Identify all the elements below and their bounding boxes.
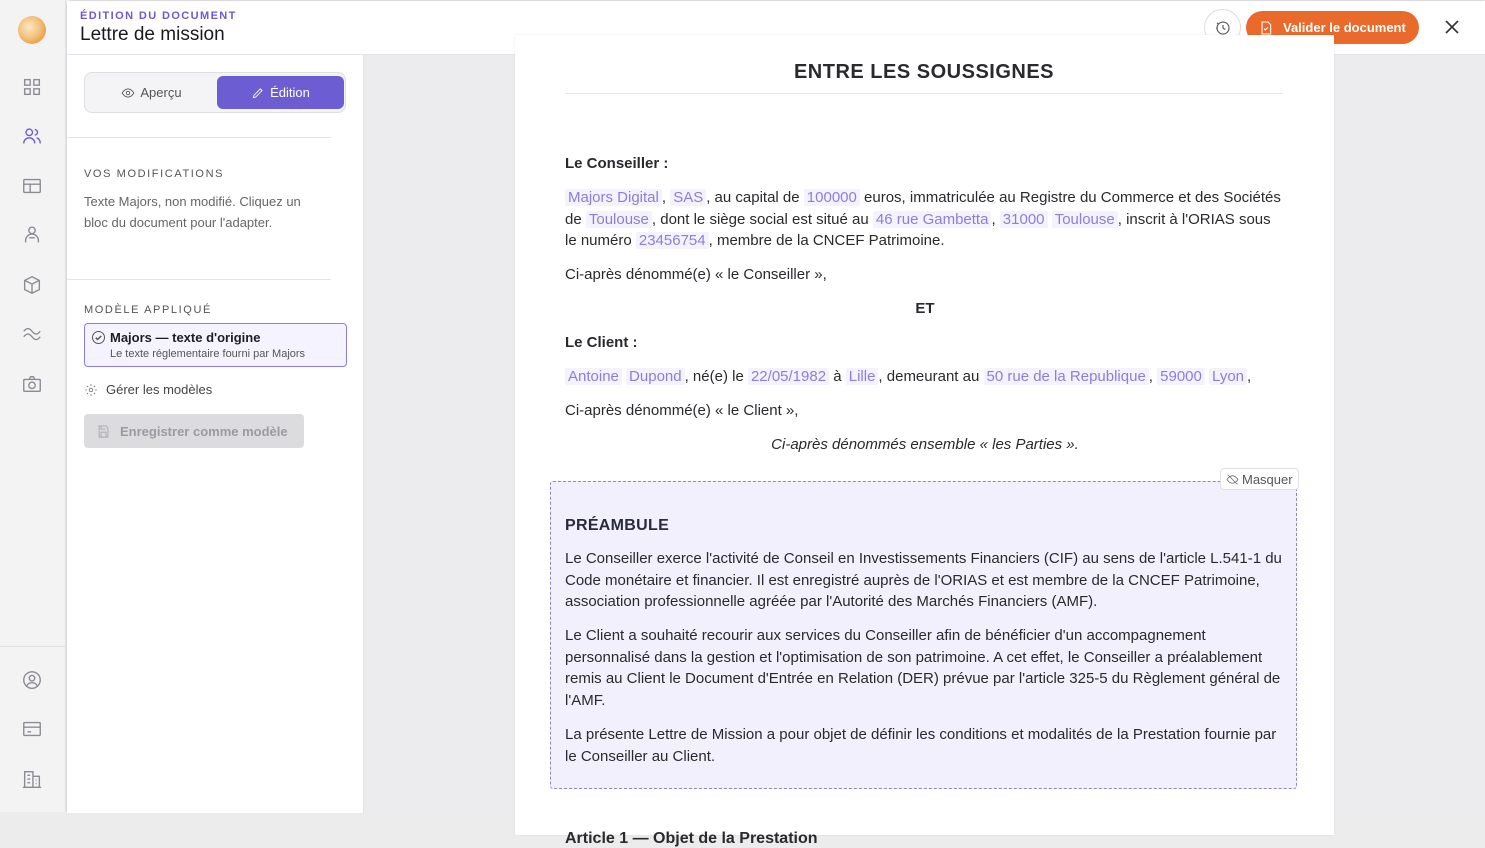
field-client-city[interactable]: Lyon bbox=[1209, 368, 1247, 385]
validate-label: Valider le document bbox=[1283, 20, 1406, 35]
manage-models-label: Gérer les modèles bbox=[106, 382, 213, 397]
nav-rail bbox=[0, 0, 66, 812]
save-template-label: Enregistrer comme modèle bbox=[120, 423, 288, 439]
person-icon[interactable] bbox=[21, 224, 43, 246]
camera-icon[interactable] bbox=[21, 373, 43, 395]
applied-model-card[interactable] bbox=[84, 323, 347, 367]
dashboard-icon[interactable] bbox=[21, 76, 43, 98]
card-icon[interactable] bbox=[21, 718, 43, 740]
view-mode-toggle bbox=[84, 72, 346, 113]
check-circle-icon bbox=[92, 331, 105, 344]
close-button[interactable] bbox=[1442, 17, 1462, 37]
side-panel bbox=[67, 55, 364, 813]
text: , membre de la CNCEF Patrimoine. bbox=[708, 232, 945, 249]
preamble-paragraph-1: Le Conseiller exerce l'activité de Conseil en Investissements Financiers (CIF) au sens de l'article L.541-1 du Code monétaire et financier. Il est enregistré auprès de l'ORIAS et est membre de la CNCEF Patrimoine, association professionnelle agréée par l'Autorité des Marchés Financiers (AMF). bbox=[565, 550, 1282, 610]
manage-models-link[interactable] bbox=[84, 382, 212, 397]
rail-divider bbox=[0, 646, 66, 647]
model-heading: MODÈLE APPLIQUÉ bbox=[84, 304, 212, 316]
conseiller-alias: Ci-après dénommé(e) « le Conseiller », bbox=[565, 266, 827, 283]
text: , inscrit à l'ORIAS sous le numéro bbox=[565, 210, 1271, 249]
eye-icon bbox=[121, 86, 135, 100]
close-icon bbox=[1442, 17, 1462, 37]
document-page bbox=[515, 35, 1334, 847]
et-separator: ET bbox=[915, 300, 935, 317]
preamble-paragraph-3: La présente Lettre de Mission a pour objet de définir les conditions et modalités de la Prestation fournie par le Conseiller au Client. bbox=[565, 726, 1277, 765]
save-icon bbox=[96, 424, 111, 439]
field-birthdate[interactable]: 22/05/1982 bbox=[748, 368, 829, 385]
field-lastname[interactable]: Dupond bbox=[626, 368, 685, 385]
tab-edit-label: Édition bbox=[270, 85, 310, 100]
field-orias[interactable]: 23456754 bbox=[636, 232, 709, 249]
client-alias: Ci-après dénommé(e) « le Client », bbox=[565, 402, 799, 419]
field-firstname[interactable]: Antoine bbox=[565, 368, 622, 385]
model-subtitle: Le texte réglementaire fourni par Majors bbox=[110, 348, 306, 360]
document-viewport[interactable] bbox=[364, 55, 1485, 847]
divider bbox=[67, 137, 331, 138]
text: , né(e) le bbox=[684, 368, 748, 385]
field-address[interactable]: 46 rue Gambetta bbox=[873, 211, 992, 228]
users-icon[interactable] bbox=[21, 125, 43, 147]
text: euros, immatriculée au Registre du Commerce et des Sociétés de bbox=[565, 189, 1281, 228]
doc-heading: ENTRE LES SOUSSIGNES bbox=[565, 61, 1283, 94]
preamble-title: PRÉAMBULE bbox=[565, 517, 670, 534]
model-title: Majors — texte d'origine bbox=[110, 330, 261, 345]
gear-icon bbox=[84, 383, 98, 397]
field-zip[interactable]: 31000 bbox=[1000, 211, 1048, 228]
text: à bbox=[829, 368, 846, 385]
field-client-zip[interactable]: 59000 bbox=[1157, 368, 1205, 385]
scale-icon[interactable] bbox=[21, 323, 43, 345]
field-client-address[interactable]: 50 rue de la Republique bbox=[984, 368, 1149, 385]
eye-off-icon bbox=[1226, 473, 1239, 486]
mask-label: Masquer bbox=[1242, 471, 1293, 487]
table-icon[interactable] bbox=[21, 175, 43, 197]
app-logo[interactable] bbox=[18, 16, 46, 44]
building-icon[interactable] bbox=[21, 768, 43, 790]
modifications-note: Texte Majors, non modifié. Cliquez un bloc du document pour l'adapter. bbox=[84, 194, 301, 230]
article-1-title: Article 1 — Objet de la Prestation bbox=[565, 830, 818, 847]
client-label: Le Client : bbox=[565, 334, 638, 351]
document-check-icon bbox=[1258, 20, 1274, 36]
page-title: Lettre de mission bbox=[80, 24, 225, 45]
account-icon[interactable] bbox=[21, 669, 43, 691]
tab-preview-label: Aperçu bbox=[140, 85, 182, 100]
tab-preview[interactable] bbox=[88, 76, 215, 109]
text: , dont le siège social est situé au bbox=[651, 210, 873, 228]
divider bbox=[67, 279, 331, 280]
field-city[interactable]: Toulouse bbox=[1052, 211, 1118, 228]
tab-edit[interactable] bbox=[217, 76, 344, 109]
text: , demeurant au bbox=[878, 368, 984, 385]
text: , au capital de bbox=[706, 189, 804, 206]
mask-button[interactable] bbox=[1220, 468, 1299, 490]
field-birthplace[interactable]: Lille bbox=[846, 368, 879, 385]
pencil-icon bbox=[251, 86, 265, 100]
conseiller-label: Le Conseiller : bbox=[565, 155, 669, 172]
modifications-heading: VOS MODIFICATIONS bbox=[84, 168, 225, 180]
field-company[interactable]: Majors Digital bbox=[565, 189, 662, 206]
client-block[interactable]: Antoine Dupond , né(e) le 22/05/1982 à Lille , demeurant au 50 rue de la Republique , 59000 Lyon , bbox=[565, 366, 1285, 388]
preamble-paragraph-2: Le Client a souhaité recourir aux services du Conseiller afin de bénéficier d'un accompagnement personnalisé dans la gestion et l'optimisation de son patrimoine. A cet effet, le Conseiller a préalablement remis au Client le Document d'Entrée en Relation (DER) prévue par l'article 325-5 du Règlement général de l'AMF. bbox=[565, 627, 1281, 709]
parties-line: Ci-après dénommés ensemble « les Parties ». bbox=[771, 436, 1079, 453]
box-icon[interactable] bbox=[21, 274, 43, 296]
history-icon bbox=[1214, 19, 1232, 37]
field-rcs-city[interactable]: Toulouse bbox=[586, 211, 652, 228]
field-capital[interactable]: 100000 bbox=[804, 189, 860, 206]
document-editor-modal bbox=[66, 0, 1484, 847]
conseiller-block[interactable]: Majors Digital , SAS , au capital de 100000 euros, immatriculée au Registre du Commerce et des Sociétés de Toulouse , dont le siège social est situé au 46 rue Gambetta , 31000 Toulouse , inscrit à l'ORIAS sous le numéro 23456754 , membre de la CNCEF Patrimoine. bbox=[565, 189, 1281, 249]
save-as-template-button[interactable] bbox=[84, 414, 304, 448]
field-legal-form[interactable]: SAS bbox=[670, 189, 706, 206]
header-kicker: ÉDITION DU DOCUMENT bbox=[80, 10, 237, 22]
